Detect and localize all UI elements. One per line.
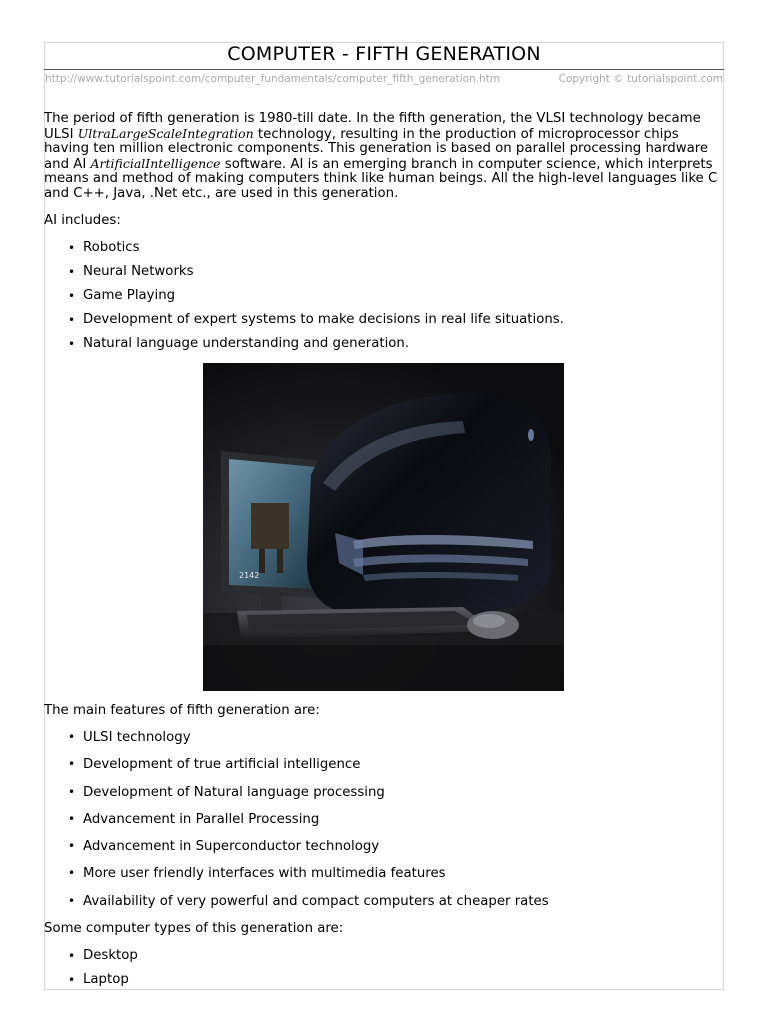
list-item: • ULSI technology bbox=[44, 724, 724, 751]
ulsi-expansion: UltraLargeScaleIntegration bbox=[77, 125, 254, 141]
copyright-notice: Copyright © tutorialspoint.com bbox=[558, 73, 723, 85]
article-body bbox=[44, 112, 724, 202]
list-item: • Game Playing bbox=[44, 284, 724, 308]
list-item: • Advancement in Superconductor technology bbox=[44, 833, 724, 860]
list-item: • Advancement in Parallel Processing bbox=[44, 806, 724, 833]
list-item: • Development of true artificial intelligence bbox=[44, 751, 724, 778]
ai-expansion: ArtificialIntelligence bbox=[90, 155, 221, 171]
ai-list bbox=[44, 236, 724, 356]
ai-includes-heading: AI includes: bbox=[44, 213, 121, 228]
screen-caption: 2142 bbox=[239, 571, 260, 580]
computer-illustration bbox=[203, 363, 564, 691]
fifth-generation-computer-image bbox=[203, 363, 564, 691]
intro-text-2: technology, resulting in the production of microprocessor chips having ten million electronic components. This generation is based on parallel processing hardware and AI bbox=[44, 126, 709, 172]
features-heading: The main features of fifth generation are: bbox=[44, 703, 320, 718]
types-heading: Some computer types of this generation are: bbox=[44, 921, 344, 936]
intro-text-3: software. AI is an emerging branch in computer science, which interprets means and method of making computers think like human beings. All the high-level languages like C and C++, Java, .Net etc., are used in this generation. bbox=[44, 156, 718, 201]
list-item: • Neural Networks bbox=[44, 260, 724, 284]
intro-paragraph bbox=[44, 112, 724, 202]
list-item: • Development of Natural language processing bbox=[44, 779, 724, 806]
features-list bbox=[44, 724, 724, 915]
intro-text-1: The period of fifth generation is 1980-till date. In the fifth generation, the VLSI technology became ULSI bbox=[44, 111, 701, 142]
source-url[interactable]: http://www.tutorialspoint.com/computer_fundamentals/computer_fifth_generation.htm bbox=[45, 73, 501, 85]
source-line bbox=[44, 73, 724, 87]
list-item: • Robotics bbox=[44, 236, 724, 260]
page-title: COMPUTER - FIFTH GENERATION bbox=[227, 43, 541, 65]
list-item: • Desktop bbox=[44, 944, 724, 968]
title-divider bbox=[44, 69, 724, 70]
types-list bbox=[44, 944, 724, 992]
list-item: • Natural language understanding and generation. bbox=[44, 332, 724, 356]
list-item: • Laptop bbox=[44, 968, 724, 992]
list-item: • Availability of very powerful and compact computers at cheaper rates bbox=[44, 888, 724, 915]
list-item: • More user friendly interfaces with multimedia features bbox=[44, 860, 724, 887]
list-item: • Development of expert systems to make decisions in real life situations. bbox=[44, 308, 724, 332]
